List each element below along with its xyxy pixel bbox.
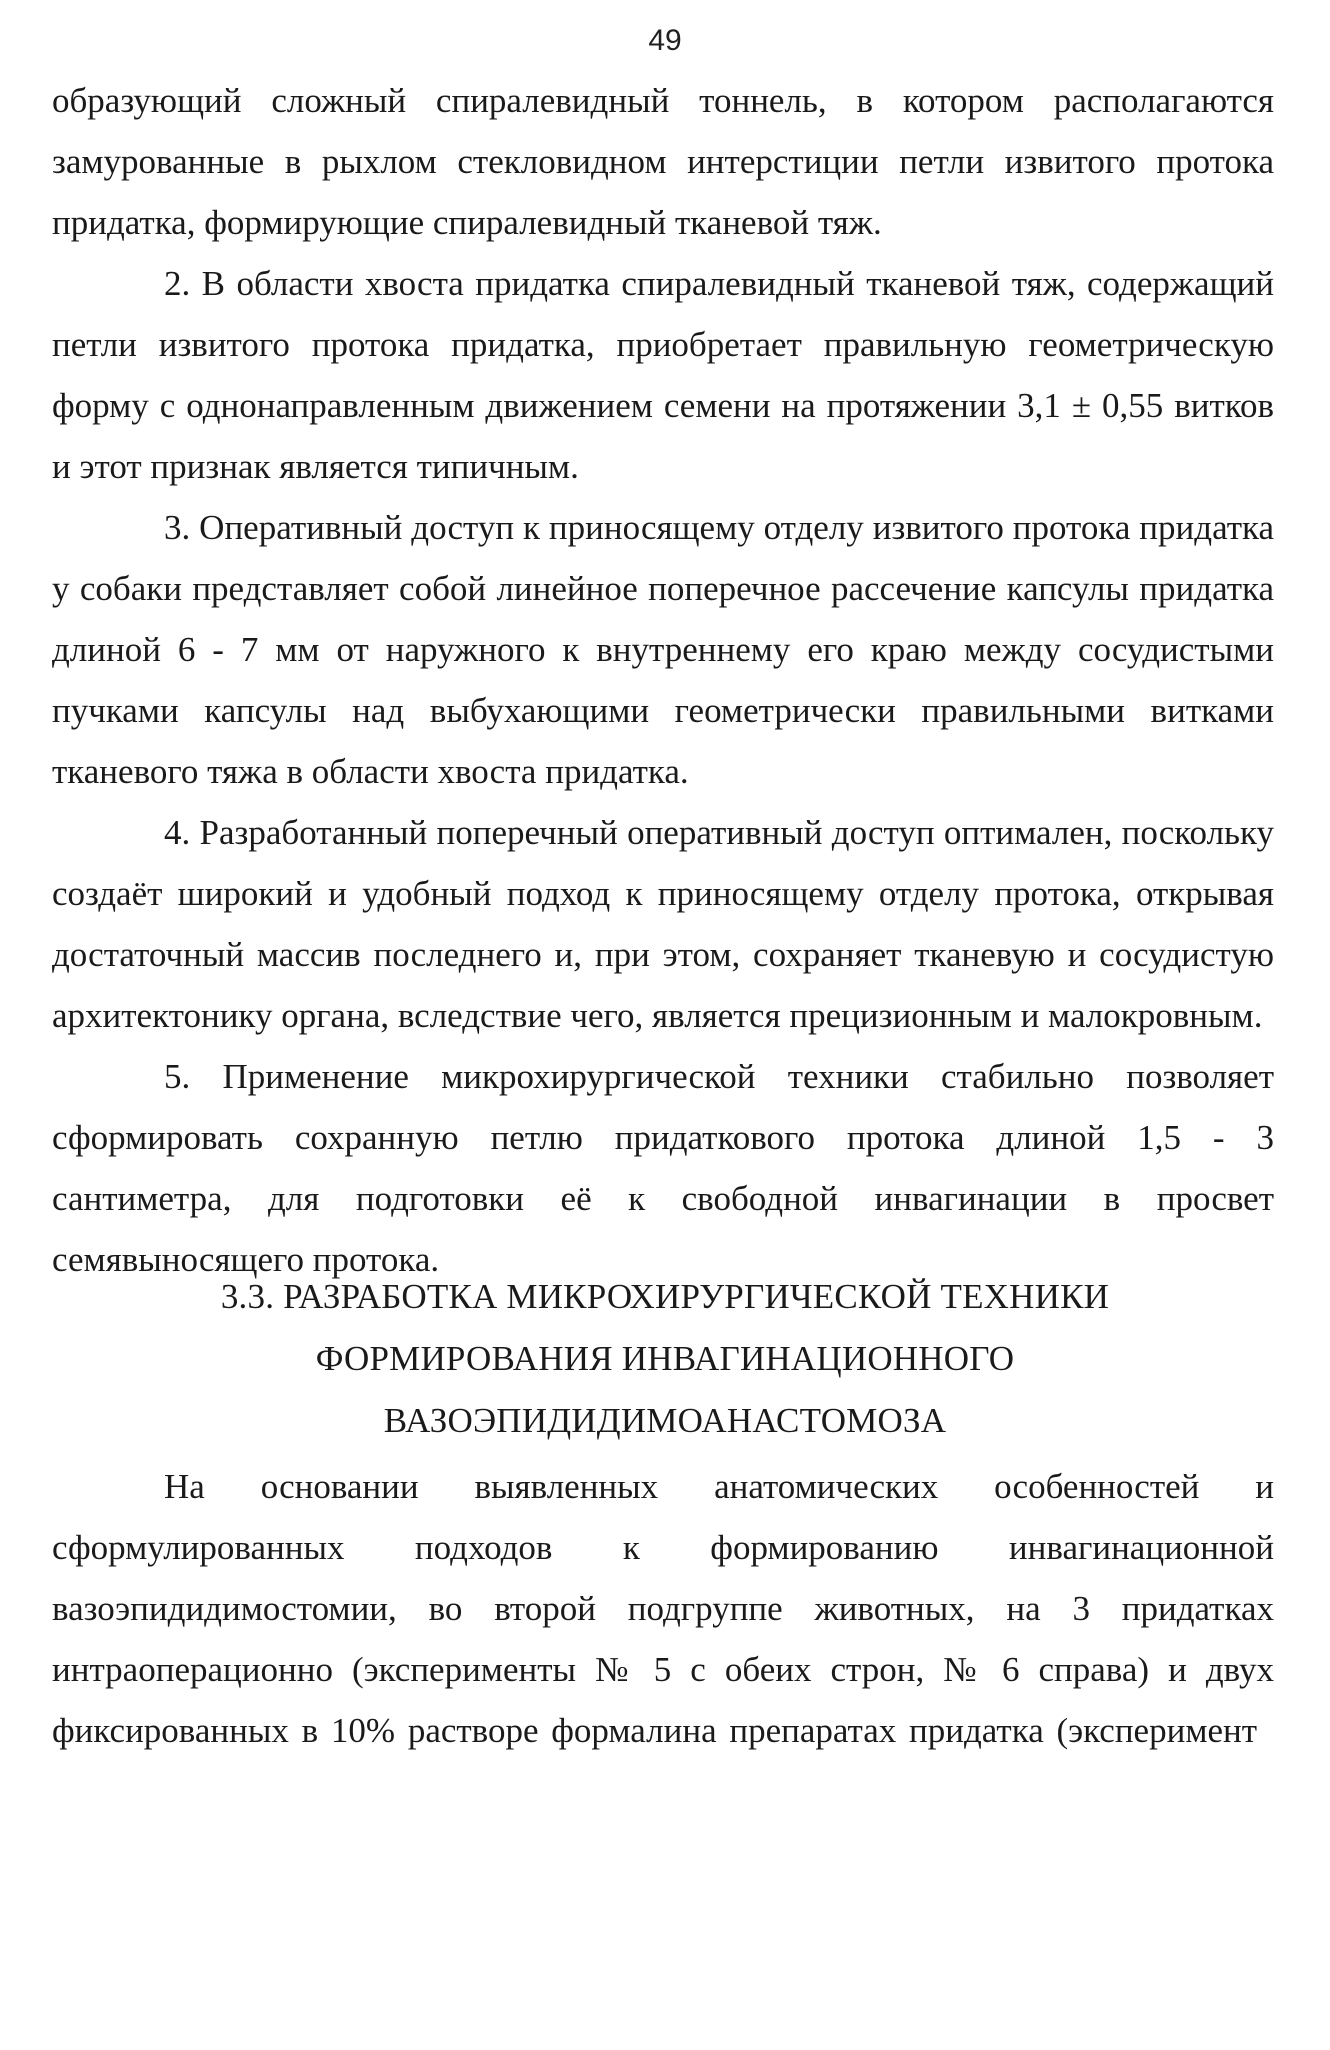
heading-line-2: ФОРМИРОВАНИЯ ИНВАГИНАЦИОННОГО (315, 1339, 1015, 1378)
paragraph-4 (52, 802, 1274, 1046)
text-line: пучками капсулы над выбухающими геометрически правильными витками (52, 691, 1274, 730)
text-line: замурованные в рыхлом стекловидном интерстиции петли извитого протока (52, 142, 1274, 181)
paragraph-3 (52, 497, 1274, 802)
text-line: для подготовки её к свободной инвагинации в просвет семявыносящего протока. (52, 1179, 1275, 1279)
text-line: интраоперационно (эксперименты № 5 с обеих строн, № 6 справа) и двух (52, 1650, 1274, 1689)
text-line: длиной 6 - 7 мм от наружного к внутреннему его краю между сосудистыми (52, 630, 1274, 669)
text-line: достаточный массив последнего и, при этом, сохраняет тканевую и сосудистую (52, 935, 1274, 974)
section-heading (0, 1266, 1330, 1452)
text-line: На основании выявленных анатомических особенностей и (164, 1467, 1274, 1506)
text-line: образующий сложный спиралевидный тоннель, в котором располагаются (52, 81, 1274, 120)
section-body (52, 1456, 1274, 1761)
text-line: сформировать сохранную петлю придаткового протока длиной 1,5 - 3 сантиметра, (52, 1118, 1274, 1218)
page-number: 49 (648, 24, 682, 57)
paragraph-6 (52, 1456, 1274, 1761)
text-line: петли извитого протока придатка, приобретает правильную геометрическую (52, 325, 1274, 364)
heading-line-1: 3.3. РАЗРАБОТКА МИКРОХИРУРГИЧЕСКОЙ ТЕХНИКИ (220, 1277, 1110, 1316)
paragraph-1 (52, 70, 1274, 253)
paragraph-2 (52, 253, 1274, 497)
text-line: придатка, формирующие спиралевидный тканевой тяж. (52, 203, 882, 242)
text-line: 3. Оперативный доступ к приносящему отделу извитого протока придатка у (52, 508, 1274, 608)
heading-line-3: ВАЗОЭПИДИДИМОАНАСТОМОЗА (383, 1401, 947, 1440)
text-line: 2. В области хвоста придатка спиралевидный тканевой тяж, содержащий (164, 264, 1274, 303)
text-line: архитектонику органа, вследствие чего, является прецизионным и малокровным. (52, 996, 1263, 1035)
paragraph-5 (52, 1046, 1274, 1290)
text-line: форму с однонаправленным движением семени на протяжении 3,1 ± 0,55 витков и (52, 386, 1274, 486)
text-line: собаки представляет собой линейное поперечное рассечение капсулы придатка (79, 569, 1275, 608)
text-line: вазоэпидидимостомии, во второй подгруппе животных, на 3 придатках (52, 1589, 1274, 1628)
conclusions-list (52, 70, 1274, 1290)
text-line: создаёт широкий и удобный подход к приносящему отделу протока, открывая (52, 874, 1274, 913)
text-line: 5. Применение микрохирургической техники стабильно позволяет (164, 1057, 1274, 1096)
text-line: тканевого тяжа в области хвоста придатка. (52, 752, 689, 791)
text-line: этот признак является типичным. (79, 447, 579, 486)
text-line: сформулированных подходов к формированию инвагинационной (52, 1528, 1274, 1567)
text-line: 4. Разработанный поперечный оперативный доступ оптимален, поскольку (164, 813, 1274, 852)
text-line: фиксированных в 10% растворе формалина препаратах придатка (эксперимент (52, 1711, 1258, 1750)
